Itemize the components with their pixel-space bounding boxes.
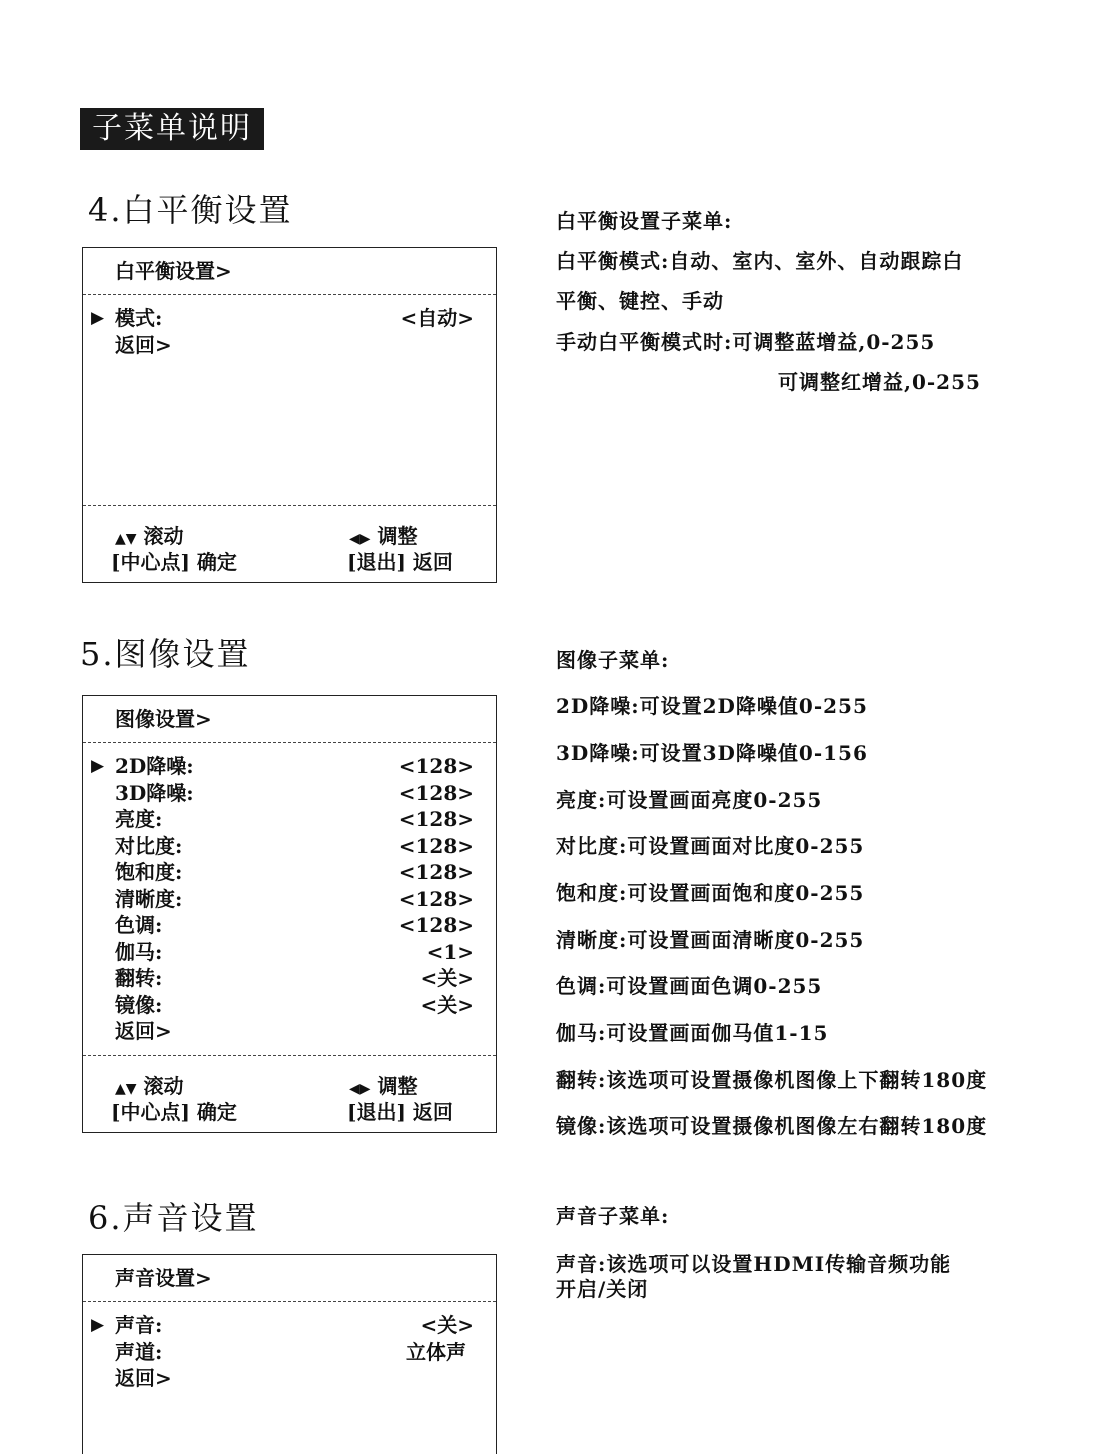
back-hint: [退出] 返回 (347, 550, 453, 574)
left-right-arrows-icon: ◀▶ (349, 531, 371, 547)
snd-desc-title: 声音子菜单: (556, 1204, 670, 1228)
selector-arrow-icon: ▶ (91, 308, 105, 328)
menu-item-label: 返回> (115, 332, 172, 357)
menu-item-value: <128> (398, 807, 474, 831)
menu-item-mirror[interactable] (83, 992, 496, 1019)
up-down-arrows-icon: ▲▼ (115, 531, 137, 547)
wb-desc-line: 白平衡模式:自动、室内、室外、自动跟踪白 (556, 249, 964, 273)
menu-item-back[interactable] (83, 1018, 496, 1045)
menu-item-label: 返回> (115, 1019, 172, 1043)
menu-item-hue[interactable] (83, 912, 496, 939)
menu-item-2d-noise[interactable] (83, 753, 496, 780)
menu-item-label: 伽马: (115, 939, 163, 964)
menu-item-label: 色调: (115, 913, 163, 937)
adjust-hint: ◀▶ 调整 (349, 1074, 418, 1098)
menu-item-value: <关> (420, 992, 474, 1017)
scroll-hint: ▲▼ 滚动 (115, 1074, 184, 1098)
menu-item-label: 饱和度: (115, 860, 183, 884)
menu-item-label: 亮度: (115, 807, 163, 831)
submenu-banner: 子菜单说明 (80, 108, 264, 150)
menu-item-label: 2D降噪: (115, 754, 194, 778)
img-desc-line: 镜像:该选项可设置摄像机图像左右翻转180度 (556, 1114, 988, 1138)
white-balance-heading: 4.白平衡设置 (88, 191, 293, 229)
menu-items (83, 295, 496, 358)
adjust-hint: ◀▶ 调整 (349, 524, 418, 548)
img-desc-line: 色调:可设置画面色调0-255 (556, 974, 823, 998)
confirm-hint: [中心点] 确定 (111, 1100, 237, 1124)
menu-item-back[interactable] (83, 332, 496, 359)
confirm-hint: [中心点] 确定 (111, 550, 237, 574)
menu-item-label: 3D降噪: (115, 780, 194, 805)
image-menu (82, 695, 497, 1133)
menu-item-value: <128> (398, 780, 474, 805)
menu-title: 白平衡设置> (83, 248, 496, 295)
menu-item-saturation[interactable] (83, 859, 496, 886)
menu-item-label: 镜像: (115, 992, 163, 1017)
menu-item-sharpness[interactable] (83, 886, 496, 913)
img-desc-line: 3D降噪:可设置3D降噪值0-156 (556, 741, 868, 765)
menu-item-label: 声音: (115, 1313, 163, 1337)
menu-item-channel[interactable] (83, 1339, 496, 1366)
menu-items (83, 743, 496, 1045)
back-hint: [退出] 返回 (347, 1100, 453, 1124)
img-desc-line: 清晰度:可设置画面清晰度0-255 (556, 928, 865, 952)
menu-item-label: 声道: (115, 1339, 163, 1364)
snd-desc-line: 开启/关闭 (556, 1277, 649, 1301)
menu-item-label: 模式: (115, 306, 163, 330)
menu-item-back[interactable] (83, 1365, 496, 1392)
menu-item-sound[interactable] (83, 1312, 496, 1339)
img-desc-line: 对比度:可设置画面对比度0-255 (556, 834, 865, 858)
menu-item-mode[interactable] (83, 305, 496, 332)
img-desc-title: 图像子菜单: (556, 648, 670, 672)
menu-item-3d-noise[interactable] (83, 780, 496, 807)
menu-item-label: 对比度: (115, 833, 183, 858)
wb-desc-title: 白平衡设置子菜单: (556, 209, 733, 233)
menu-item-value: <128> (398, 860, 474, 884)
white-balance-menu (82, 247, 497, 583)
menu-item-value: <128> (398, 833, 474, 858)
menu-item-brightness[interactable] (83, 806, 496, 833)
menu-items (83, 1302, 496, 1392)
img-desc-line: 伽马:可设置画面伽马值1-15 (556, 1021, 829, 1045)
menu-item-value: <128> (398, 913, 474, 937)
menu-item-value: <关> (420, 1313, 474, 1337)
menu-title: 图像设置> (83, 696, 496, 743)
wb-desc-line: 可调整红增益,0-255 (778, 370, 981, 394)
selector-arrow-icon: ▶ (91, 756, 105, 776)
menu-footer (83, 1055, 496, 1132)
img-desc-line: 亮度:可设置画面亮度0-255 (556, 788, 823, 812)
menu-footer (83, 505, 496, 582)
img-desc-line: 翻转:该选项可设置摄像机图像上下翻转180度 (556, 1068, 988, 1092)
snd-desc-line: 声音:该选项可以设置HDMI传输音频功能 (556, 1252, 952, 1276)
menu-item-value: <1> (426, 939, 474, 964)
img-desc-line: 2D降噪:可设置2D降噪值0-255 (556, 694, 868, 718)
menu-item-value: <128> (398, 754, 474, 778)
up-down-arrows-icon: ▲▼ (115, 1081, 137, 1097)
left-right-arrows-icon: ◀▶ (349, 1081, 371, 1097)
menu-item-label: 清晰度: (115, 886, 183, 911)
menu-item-value: <关> (420, 966, 474, 990)
scroll-hint: ▲▼ 滚动 (115, 524, 184, 548)
wb-desc-line: 手动白平衡模式时:可调整蓝增益,0-255 (556, 330, 936, 354)
menu-item-label: 返回> (115, 1366, 172, 1390)
selector-arrow-icon: ▶ (91, 1315, 105, 1335)
wb-desc-line: 平衡、键控、手动 (556, 289, 724, 313)
menu-item-value: 立体声 (406, 1339, 466, 1364)
menu-item-gamma[interactable] (83, 939, 496, 966)
menu-item-label: 翻转: (115, 966, 163, 990)
menu-item-value: <128> (398, 886, 474, 911)
menu-item-flip[interactable] (83, 965, 496, 992)
menu-item-value: <自动> (400, 306, 474, 330)
menu-item-contrast[interactable] (83, 833, 496, 860)
image-heading: 5.图像设置 (80, 635, 251, 673)
img-desc-line: 饱和度:可设置画面饱和度0-255 (556, 881, 865, 905)
menu-title: 声音设置> (83, 1255, 496, 1302)
sound-menu (82, 1254, 497, 1454)
sound-heading: 6.声音设置 (88, 1199, 259, 1237)
